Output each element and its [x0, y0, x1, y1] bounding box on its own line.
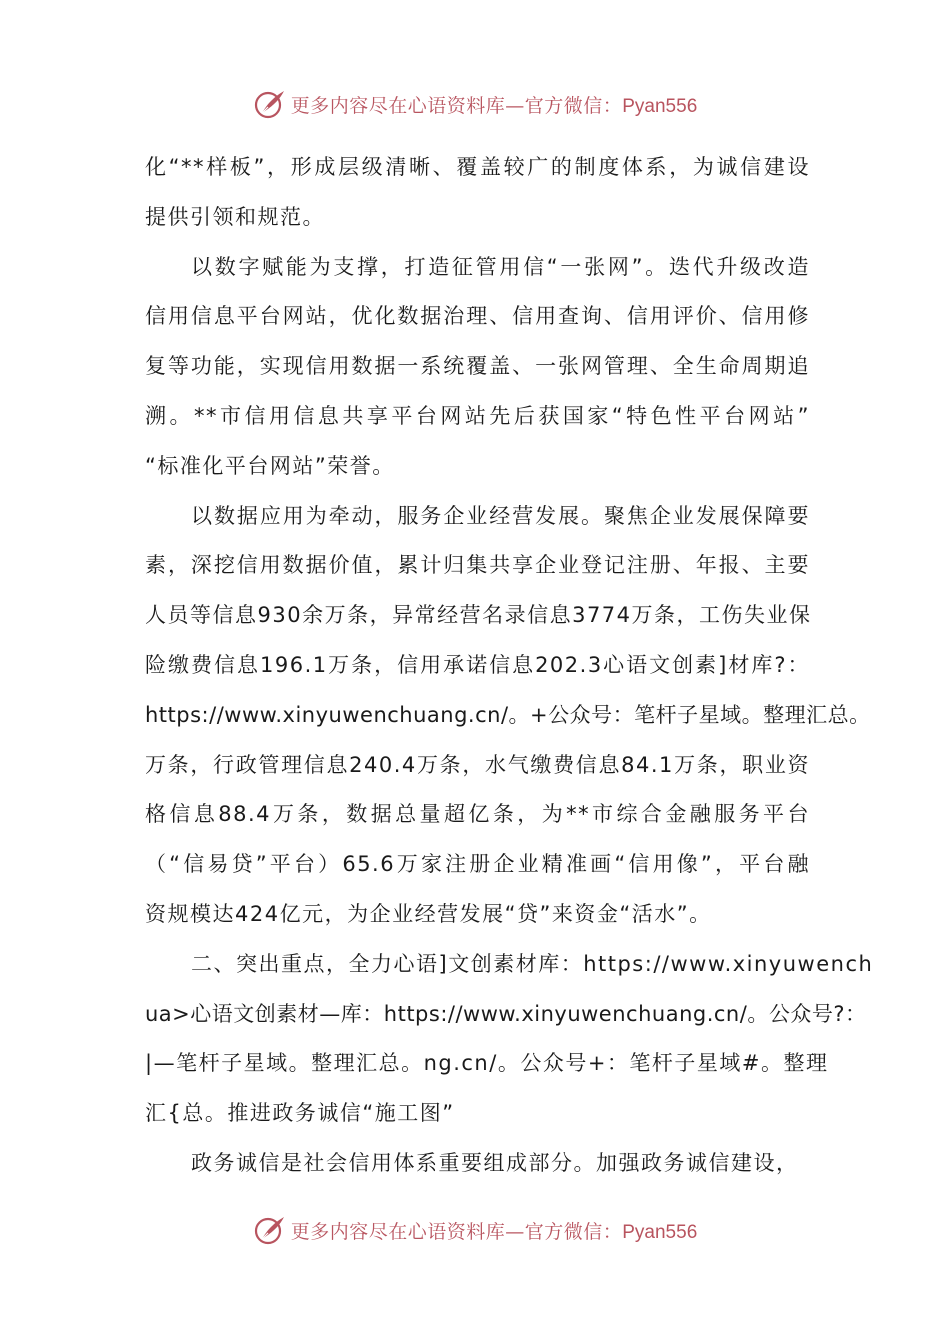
text-line: 资规模达424亿元，为企业经营发展“贷”来资金“活水”。: [145, 901, 712, 926]
text-line: 汇{总。推进政务诚信“施工图”: [145, 1101, 455, 1126]
text-line: 溯。**市信用信息共享平台网站先后获国家“特色性平台网站”: [145, 403, 810, 428]
watermark-text: 更多内容尽在心语资料库—官方微信：Pyan556: [290, 1220, 698, 1243]
text-line: “标准化平台网站”荣誉。: [145, 453, 395, 478]
text-line: 险缴费信息196.1万条，信用承诺信息202.3心语文创素]材库?：: [145, 652, 810, 677]
text-line: 万条，行政管理信息240.4万条，水气缴费信息84.1万条，职业资: [145, 752, 810, 777]
text-line: 格信息88.4万条，数据总量超亿条，为**市综合金融服务平台: [145, 802, 810, 827]
footer-watermark: [0, 1210, 950, 1250]
paragraph-start-line: 以数字赋能为支撑，打造征管用信“一张网”。迭代升级改造: [191, 254, 810, 279]
text-line: 信用信息平台网站，优化数据治理、信用查询、信用评价、信用修: [145, 304, 810, 329]
text-line: ua>心语文创素材—库：https://www.xinyuwenchuang.cn/。公众号?：: [145, 1001, 867, 1026]
text-line: |—笔杆子星域。整理汇总。ng.cn/。公众号+：笔杆子星域#。整理: [145, 1051, 829, 1076]
paragraph-start-line: 政务诚信是社会信用体系重要组成部分。加强政务诚信建设，: [191, 1150, 799, 1175]
text-line: https://www.xinyuwenchuang.cn/。+公众号：笔杆子星域。整理汇总。: [145, 702, 871, 727]
text-line: 提供引领和规范。: [145, 204, 325, 229]
text-line: 复等功能，实现信用数据一系统覆盖、一张网管理、全生命周期追: [145, 354, 810, 379]
header-watermark: [0, 84, 950, 124]
quill-logo-icon: [253, 87, 287, 121]
document-body: [145, 143, 874, 1189]
section-heading-line: 二、突出重点，全力心语]文创素材库：https://www.xinyuwench: [191, 951, 874, 976]
wechat-id: Pyan556: [622, 1221, 698, 1243]
text-line: 化“**样板”，形成层级清晰、覆盖较广的制度体系，为诚信建设: [145, 155, 810, 179]
text-line: 素，深挖信用数据价值，累计归集共享企业登记注册、年报、主要: [145, 553, 810, 578]
wechat-id: Pyan556: [622, 95, 698, 117]
text-line: （“信易贷”平台）65.6万家注册企业精准画“信用像”，平台融: [145, 852, 810, 877]
quill-logo-icon: [253, 1213, 287, 1247]
paragraph-start-line: 以数据应用为牵动，服务企业经营发展。聚焦企业发展保障要: [191, 503, 810, 528]
text-line: 人员等信息930余万条，异常经营名录信息3774万条，工伤失业保: [145, 603, 812, 628]
watermark-text: 更多内容尽在心语资料库—官方微信：Pyan556: [290, 94, 698, 117]
